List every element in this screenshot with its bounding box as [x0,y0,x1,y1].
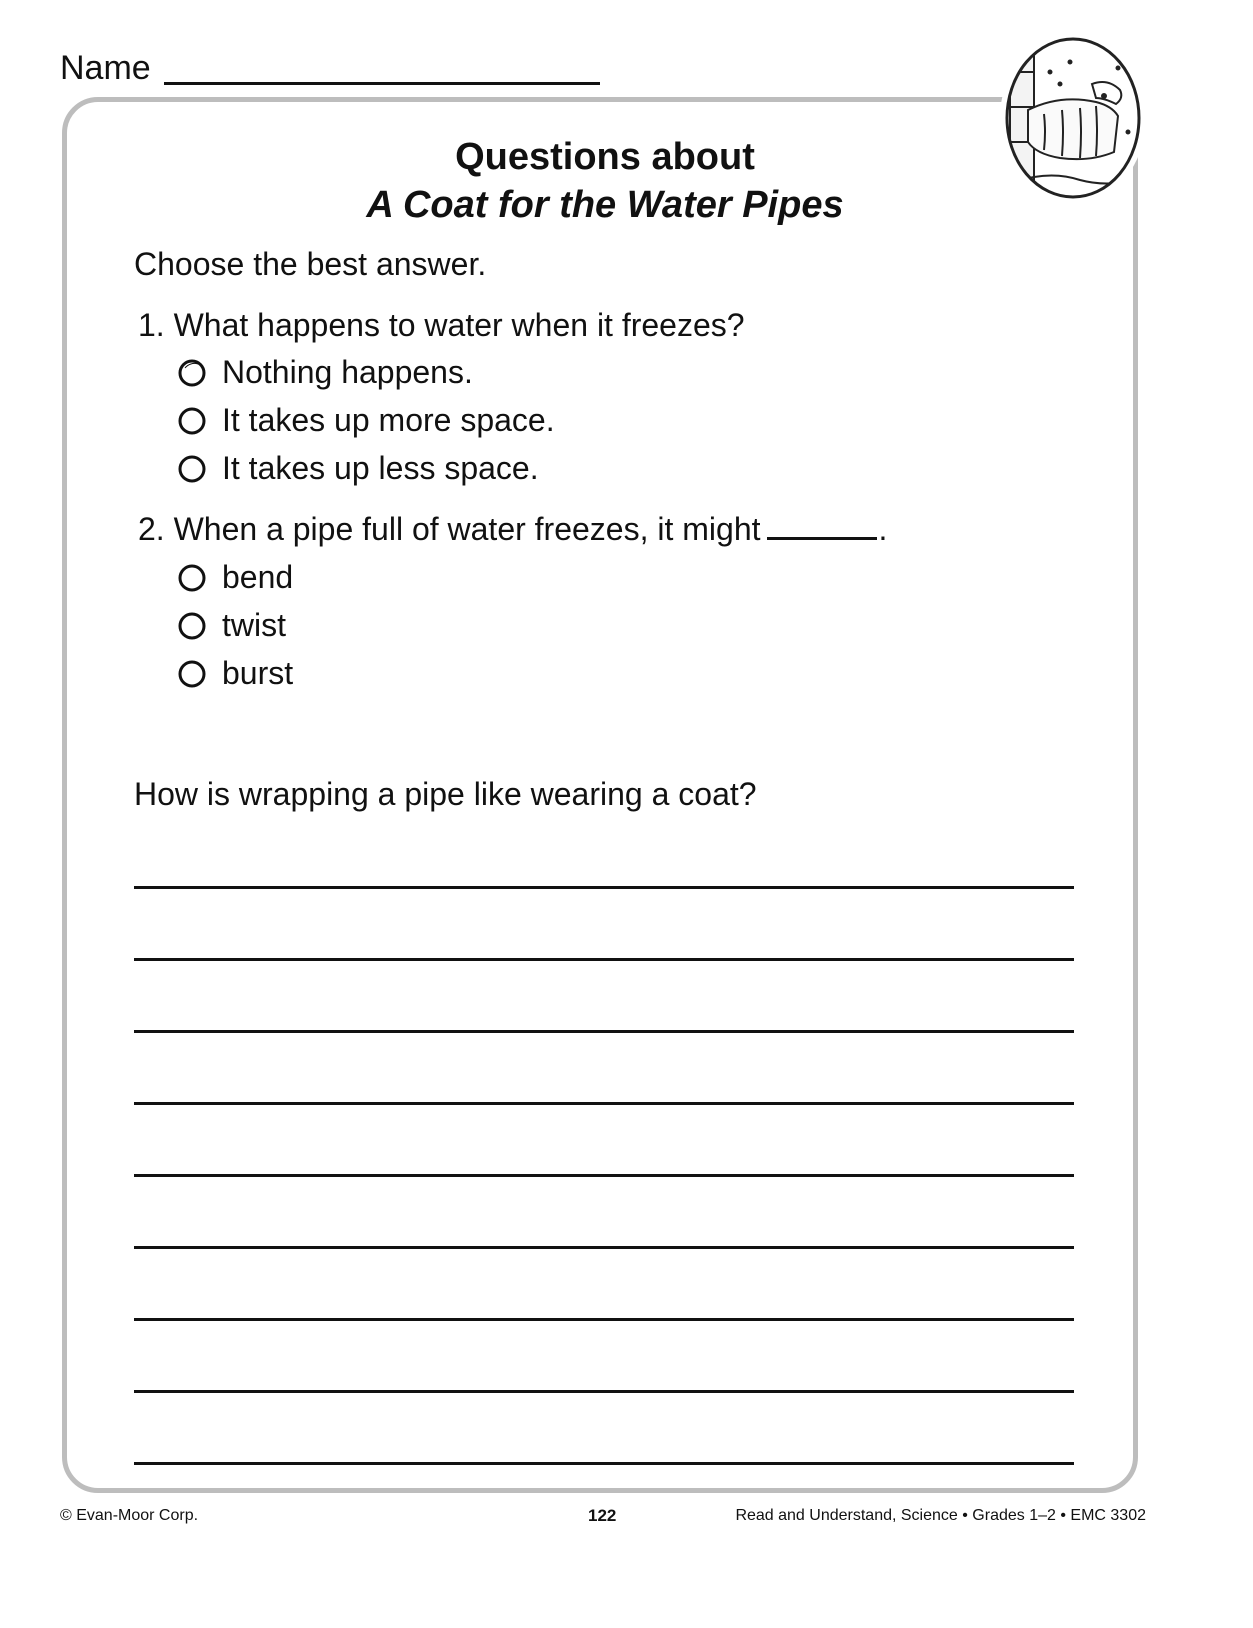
option-label: burst [222,655,294,691]
answer-writing-line[interactable] [134,958,1074,961]
question-2-prompt: 2. When a pipe full of water freezes, it might . [138,511,888,547]
radio-bubble-icon[interactable] [176,453,208,485]
option-label: bend [222,559,294,595]
answer-writing-line[interactable] [134,1102,1074,1105]
answer-writing-line[interactable] [134,886,1074,889]
radio-bubble-icon[interactable] [176,562,208,594]
page-number: 122 [588,1506,617,1525]
answer-writing-line[interactable] [134,1390,1074,1393]
open-question: How is wrapping a pipe like wearing a coat? [134,776,757,812]
question-1-option[interactable] [176,448,539,488]
copyright-text: © Evan-Moor Corp. [60,1507,199,1524]
question-1-option[interactable] [176,352,473,392]
series-info: Read and Understand, Science • Grades 1–2 • EMC 3302 [735,1507,1146,1524]
worksheet-title: Questions about [455,136,755,178]
radio-bubble-icon[interactable] [176,610,208,642]
name-field[interactable] [164,82,600,85]
name-label: Name [60,49,151,87]
instruction-text: Choose the best answer. [134,246,487,282]
answer-writing-line[interactable] [134,1174,1074,1177]
question-1-option[interactable] [176,400,555,440]
option-label: Nothing happens. [222,354,473,390]
question-2-option[interactable] [176,605,286,645]
answer-writing-line[interactable] [134,1246,1074,1249]
radio-bubble-icon[interactable] [176,405,208,437]
answer-writing-line[interactable] [134,1318,1074,1321]
question-2-option[interactable] [176,557,293,597]
option-label: It takes up more space. [222,402,555,438]
question-2-option[interactable] [176,653,293,693]
radio-bubble-icon[interactable] [176,357,208,389]
answer-writing-line[interactable] [134,1462,1074,1465]
answer-blank [767,537,877,540]
answer-writing-line[interactable] [134,1030,1074,1033]
story-title: A Coat for the Water Pipes [366,184,844,226]
radio-bubble-icon[interactable] [176,658,208,690]
question-1-prompt: 1. What happens to water when it freezes? [138,307,745,343]
option-label: It takes up less space. [222,450,539,486]
option-label: twist [222,607,286,643]
